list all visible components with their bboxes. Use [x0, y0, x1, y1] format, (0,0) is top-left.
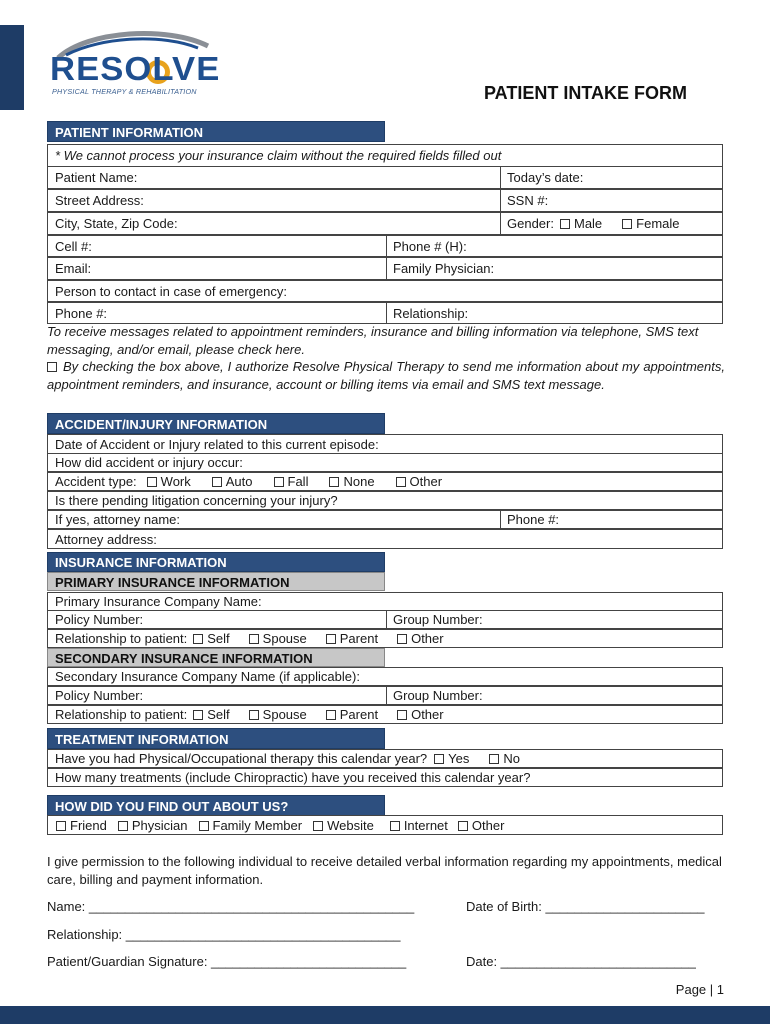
- no-checkbox[interactable]: [489, 754, 499, 764]
- no-label: No: [503, 751, 521, 766]
- referral-family-member[interactable]: [199, 818, 303, 833]
- self-label: Self: [207, 707, 230, 722]
- page-number: Page | 1: [675, 982, 724, 997]
- primary-group-field[interactable]: Group Number:: [393, 612, 483, 627]
- primary-policy-row: [47, 610, 723, 629]
- accident-date-row: [47, 434, 723, 454]
- other-checkbox[interactable]: [397, 634, 407, 644]
- parent-checkbox[interactable]: [326, 710, 336, 720]
- internet-checkbox[interactable]: [390, 821, 400, 831]
- other-checkbox[interactable]: [397, 710, 407, 720]
- todays-date-field[interactable]: Today’s date:: [507, 170, 584, 185]
- permission-name-line[interactable]: Name: _____________________________________________: [47, 899, 415, 914]
- section-treatment: TREATMENT INFORMATION: [47, 728, 385, 749]
- primary-relationship-row: [47, 629, 723, 648]
- secondary-rel-self[interactable]: [193, 707, 229, 722]
- referral-options: [48, 816, 504, 834]
- section-insurance: INSURANCE INFORMATION: [47, 552, 385, 572]
- subsection-primary-insurance: PRIMARY INSURANCE INFORMATION: [47, 572, 385, 591]
- email-field[interactable]: Email:: [55, 261, 92, 276]
- patient-name-row: [47, 166, 723, 189]
- referral-friend[interactable]: [56, 818, 107, 833]
- treatment-q1-field: [48, 750, 520, 767]
- work-checkbox[interactable]: [147, 477, 157, 487]
- accident-type-other[interactable]: [396, 474, 443, 489]
- emergency-phone-field[interactable]: Phone #:: [55, 305, 108, 321]
- footer-bar: [0, 1006, 770, 1024]
- consent-checkbox[interactable]: [47, 362, 57, 372]
- fall-label: Fall: [287, 474, 309, 489]
- primary-rel-parent[interactable]: [326, 631, 378, 646]
- other-label: Other: [409, 474, 443, 489]
- patient-name-field[interactable]: Patient Name:: [55, 170, 138, 185]
- emergency-contact-field[interactable]: Person to contact in case of emergency:: [55, 283, 287, 299]
- referral-internet[interactable]: [390, 818, 448, 833]
- friend-label: Friend: [70, 817, 107, 833]
- family-physician-field[interactable]: Family Physician:: [393, 261, 495, 276]
- spouse-checkbox[interactable]: [249, 710, 259, 720]
- attorney-name-row: [47, 510, 723, 529]
- city-state-zip-row: [47, 212, 723, 235]
- emergency-phone-row: [47, 302, 723, 324]
- male-checkbox[interactable]: [560, 219, 570, 229]
- attorney-name-field[interactable]: If yes, attorney name:: [55, 512, 181, 527]
- spouse-label: Spouse: [262, 631, 307, 646]
- referral-other[interactable]: [458, 818, 505, 833]
- attorney-address-field[interactable]: Attorney address:: [55, 531, 157, 547]
- relationship-label: Relationship to patient:: [55, 631, 188, 646]
- resolve-logo: [48, 28, 221, 108]
- spouse-label: Spouse: [262, 707, 307, 722]
- signature-date-line[interactable]: Date: ___________________________: [466, 954, 696, 969]
- other-label: Other: [411, 707, 444, 722]
- website-label: Website: [327, 817, 374, 833]
- none-checkbox[interactable]: [329, 477, 339, 487]
- yes-checkbox[interactable]: [434, 754, 444, 764]
- other-checkbox[interactable]: [458, 821, 468, 831]
- required-note: * We cannot process your insurance claim without the required fields filled out: [55, 148, 502, 163]
- male-label: Male: [573, 216, 603, 231]
- signature-line[interactable]: Patient/Guardian Signature: ___________________________: [47, 954, 407, 969]
- accident-type-work[interactable]: [147, 474, 191, 489]
- city-state-zip-field[interactable]: City, State, Zip Code:: [55, 216, 178, 231]
- spouse-checkbox[interactable]: [249, 634, 259, 644]
- accident-type-label: Accident type:: [55, 474, 137, 489]
- permission-dob-line[interactable]: Date of Birth: ______________________: [466, 899, 705, 914]
- primary-policy-field[interactable]: Policy Number:: [55, 612, 144, 627]
- female-label: Female: [636, 216, 680, 231]
- gender-label: Gender:: [507, 216, 554, 231]
- accident-date-field[interactable]: Date of Accident or Injury related to this current episode:: [55, 436, 379, 452]
- parent-label: Parent: [339, 631, 379, 646]
- secondary-rel-spouse[interactable]: [249, 707, 307, 722]
- cell-field[interactable]: Cell #:: [55, 238, 92, 254]
- authorization-text: By checking the box above, I authorize Resolve Physical Therapy to send me information about my appointments, appointment reminders, and insurance, account or billing items via email and SMS text message.: [47, 359, 725, 392]
- primary-company-field[interactable]: Primary Insurance Company Name:: [55, 594, 262, 609]
- permission-statement: I give permission to the following individual to receive detailed verbal information regarding my appointments, medical care, billing and payment information.: [47, 854, 722, 887]
- authorization-note: [47, 358, 725, 393]
- auto-label: Auto: [225, 474, 253, 489]
- email-row: [47, 257, 723, 280]
- secondary-rel-other[interactable]: [397, 707, 444, 722]
- secondary-company-row: [47, 667, 723, 686]
- primary-rel-spouse[interactable]: [249, 631, 307, 646]
- primary-relationship-field: [48, 630, 444, 647]
- treatment-q2-row: [47, 768, 723, 787]
- secondary-company-field[interactable]: Secondary Insurance Company Name (if applicable):: [55, 669, 360, 684]
- attorney-phone-field[interactable]: Phone #:: [507, 512, 560, 527]
- relationship-label: Relationship to patient:: [55, 707, 188, 722]
- gender-male-option[interactable]: [560, 216, 602, 231]
- emergency-relationship-field[interactable]: Relationship:: [393, 305, 469, 321]
- secondary-rel-parent[interactable]: [326, 707, 378, 722]
- ssn-field[interactable]: SSN #:: [507, 193, 549, 208]
- cell-phone-row: [47, 235, 723, 257]
- work-label: Work: [160, 474, 191, 489]
- logo-wordmark: RESOLVE: [50, 50, 221, 87]
- family-member-label: Family Member: [212, 817, 303, 833]
- parent-label: Parent: [339, 707, 379, 722]
- accident-type-row: [47, 472, 723, 491]
- friend-checkbox[interactable]: [56, 821, 66, 831]
- attorney-address-row: [47, 529, 723, 549]
- referral-physician[interactable]: [118, 818, 188, 833]
- messages-consent-note: To receive messages related to appointment reminders, insurance and billing information via telephone, SMS text messaging, and/or email, please check here.: [47, 324, 699, 357]
- secondary-group-field[interactable]: Group Number:: [393, 688, 483, 703]
- family-member-checkbox[interactable]: [199, 821, 209, 831]
- section-patient-information: PATIENT INFORMATION: [47, 121, 385, 142]
- self-label: Self: [207, 631, 230, 646]
- auto-checkbox[interactable]: [212, 477, 222, 487]
- litigation-field[interactable]: Is there pending litigation concerning your injury?: [55, 493, 338, 508]
- secondary-relationship-row: [47, 705, 723, 724]
- accident-type-none[interactable]: [329, 474, 374, 489]
- self-checkbox[interactable]: [193, 710, 203, 720]
- treatment-q2-field[interactable]: How many treatments (include Chiropractic) have you received this calendar year?: [55, 770, 531, 785]
- left-accent-tab: [0, 25, 24, 110]
- street-address-field[interactable]: Street Address:: [55, 193, 144, 208]
- accident-how-field[interactable]: How did accident or injury occur:: [55, 455, 243, 470]
- secondary-policy-field[interactable]: Policy Number:: [55, 688, 144, 703]
- treatment-no-option[interactable]: [489, 751, 520, 766]
- other-label: Other: [471, 817, 505, 833]
- website-checkbox[interactable]: [313, 821, 323, 831]
- litigation-row: [47, 491, 723, 510]
- accident-type-auto[interactable]: [212, 474, 253, 489]
- fall-checkbox[interactable]: [274, 477, 284, 487]
- primary-rel-self[interactable]: [193, 631, 229, 646]
- section-accident-injury: ACCIDENT/INJURY INFORMATION: [47, 413, 385, 434]
- required-note-row: [47, 144, 723, 167]
- referral-website[interactable]: [313, 818, 374, 833]
- self-checkbox[interactable]: [193, 634, 203, 644]
- form-title: PATIENT INTAKE FORM: [484, 83, 687, 103]
- primary-rel-other[interactable]: [397, 631, 444, 646]
- other-checkbox[interactable]: [396, 477, 406, 487]
- other-label: Other: [411, 631, 444, 646]
- physician-checkbox[interactable]: [118, 821, 128, 831]
- accident-type-field: [48, 473, 442, 490]
- treatment-q1-label: Have you had Physical/Occupational therapy this calendar year?: [55, 751, 428, 766]
- section-referral: HOW DID YOU FIND OUT ABOUT US?: [47, 795, 385, 816]
- permission-relationship-line[interactable]: Relationship: ______________________________________: [47, 927, 401, 942]
- treatment-yes-option[interactable]: [434, 751, 469, 766]
- secondary-policy-row: [47, 686, 723, 705]
- logo-tagline: PHYSICAL THERAPY & REHABILITATION: [52, 87, 197, 96]
- street-address-row: [47, 189, 723, 212]
- yes-label: Yes: [448, 751, 470, 766]
- physician-label: Physician: [131, 817, 188, 833]
- gender-field: [500, 213, 680, 234]
- subsection-secondary-insurance: SECONDARY INSURANCE INFORMATION: [47, 648, 385, 667]
- primary-company-row: [47, 592, 723, 611]
- home-phone-field[interactable]: Phone # (H):: [393, 238, 467, 254]
- accident-how-row: [47, 453, 723, 472]
- treatment-q1-row: [47, 749, 723, 768]
- referral-options-row: [47, 815, 723, 835]
- secondary-relationship-field: [48, 706, 444, 723]
- parent-checkbox[interactable]: [326, 634, 336, 644]
- gender-female-option[interactable]: [622, 216, 679, 231]
- female-checkbox[interactable]: [622, 219, 632, 229]
- internet-label: Internet: [403, 817, 448, 833]
- accident-type-fall[interactable]: [274, 474, 309, 489]
- emergency-contact-row: [47, 280, 723, 302]
- none-label: None: [343, 474, 375, 489]
